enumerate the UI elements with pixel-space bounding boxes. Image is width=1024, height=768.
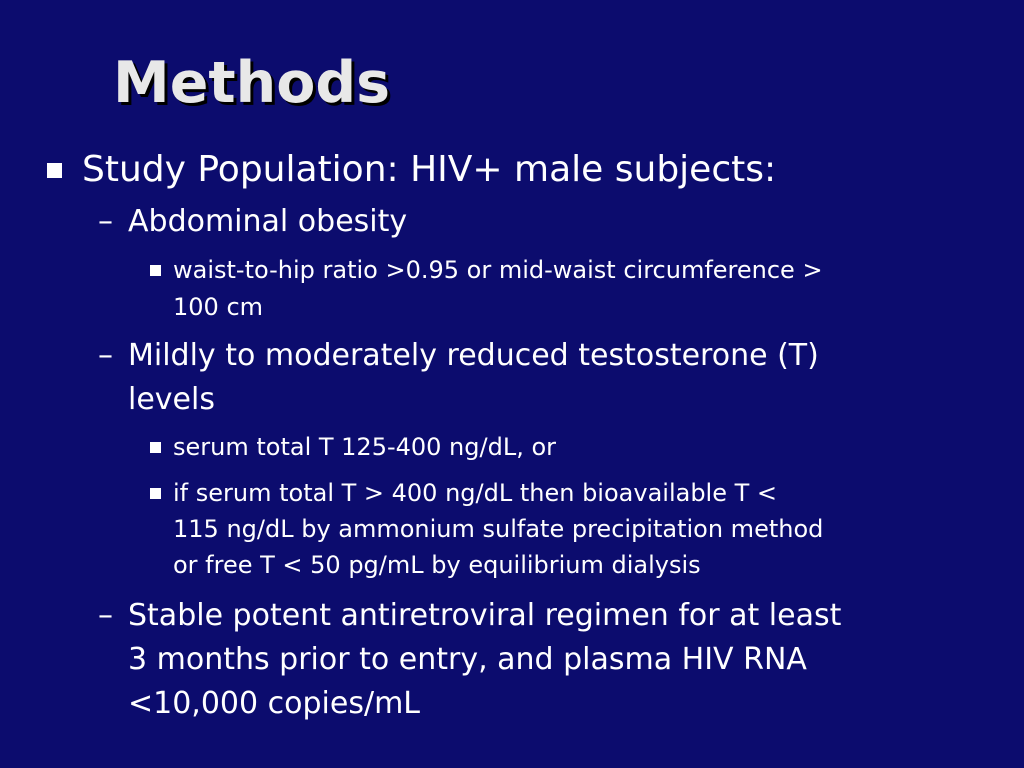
subsubbullet-bioavailable-line-2: 115 ng/dL by ammonium sulfate precipitation method	[173, 515, 824, 543]
dash-marker: –	[98, 338, 113, 373]
square-bullet-icon	[150, 442, 161, 453]
subbullet-abdominal-obesity: Abdominal obesity	[128, 204, 408, 239]
square-bullet-icon	[47, 163, 62, 178]
bullet-study-population: Study Population: HIV+ male subjects:	[82, 149, 777, 190]
subbullet-testosterone-line-1: Mildly to moderately reduced testosterone (T)	[128, 338, 819, 373]
slide-title: Methods	[113, 50, 391, 116]
subbullet-antiretroviral-line-3: <10,000 copies/mL	[128, 686, 421, 721]
square-bullet-icon	[150, 265, 161, 276]
dash-marker: –	[98, 204, 113, 239]
square-bullet-icon	[150, 488, 161, 499]
subsubbullet-waist-hip-line-1: waist-to-hip ratio >0.95 or mid-waist circumference >	[173, 256, 823, 284]
subsubbullet-bioavailable-line-3: or free T < 50 pg/mL by equilibrium dialysis	[173, 551, 701, 579]
subsubbullet-serum-total: serum total T 125-400 ng/dL, or	[173, 433, 557, 461]
dash-marker: –	[98, 598, 113, 633]
subsubbullet-waist-hip-line-2: 100 cm	[173, 293, 264, 321]
subbullet-testosterone-line-2: levels	[128, 382, 215, 417]
subbullet-antiretroviral-line-1: Stable potent antiretroviral regimen for at least	[128, 598, 842, 633]
subsubbullet-bioavailable-line-1: if serum total T > 400 ng/dL then bioavailable T <	[173, 479, 778, 507]
subbullet-antiretroviral-line-2: 3 months prior to entry, and plasma HIV RNA	[128, 642, 807, 677]
